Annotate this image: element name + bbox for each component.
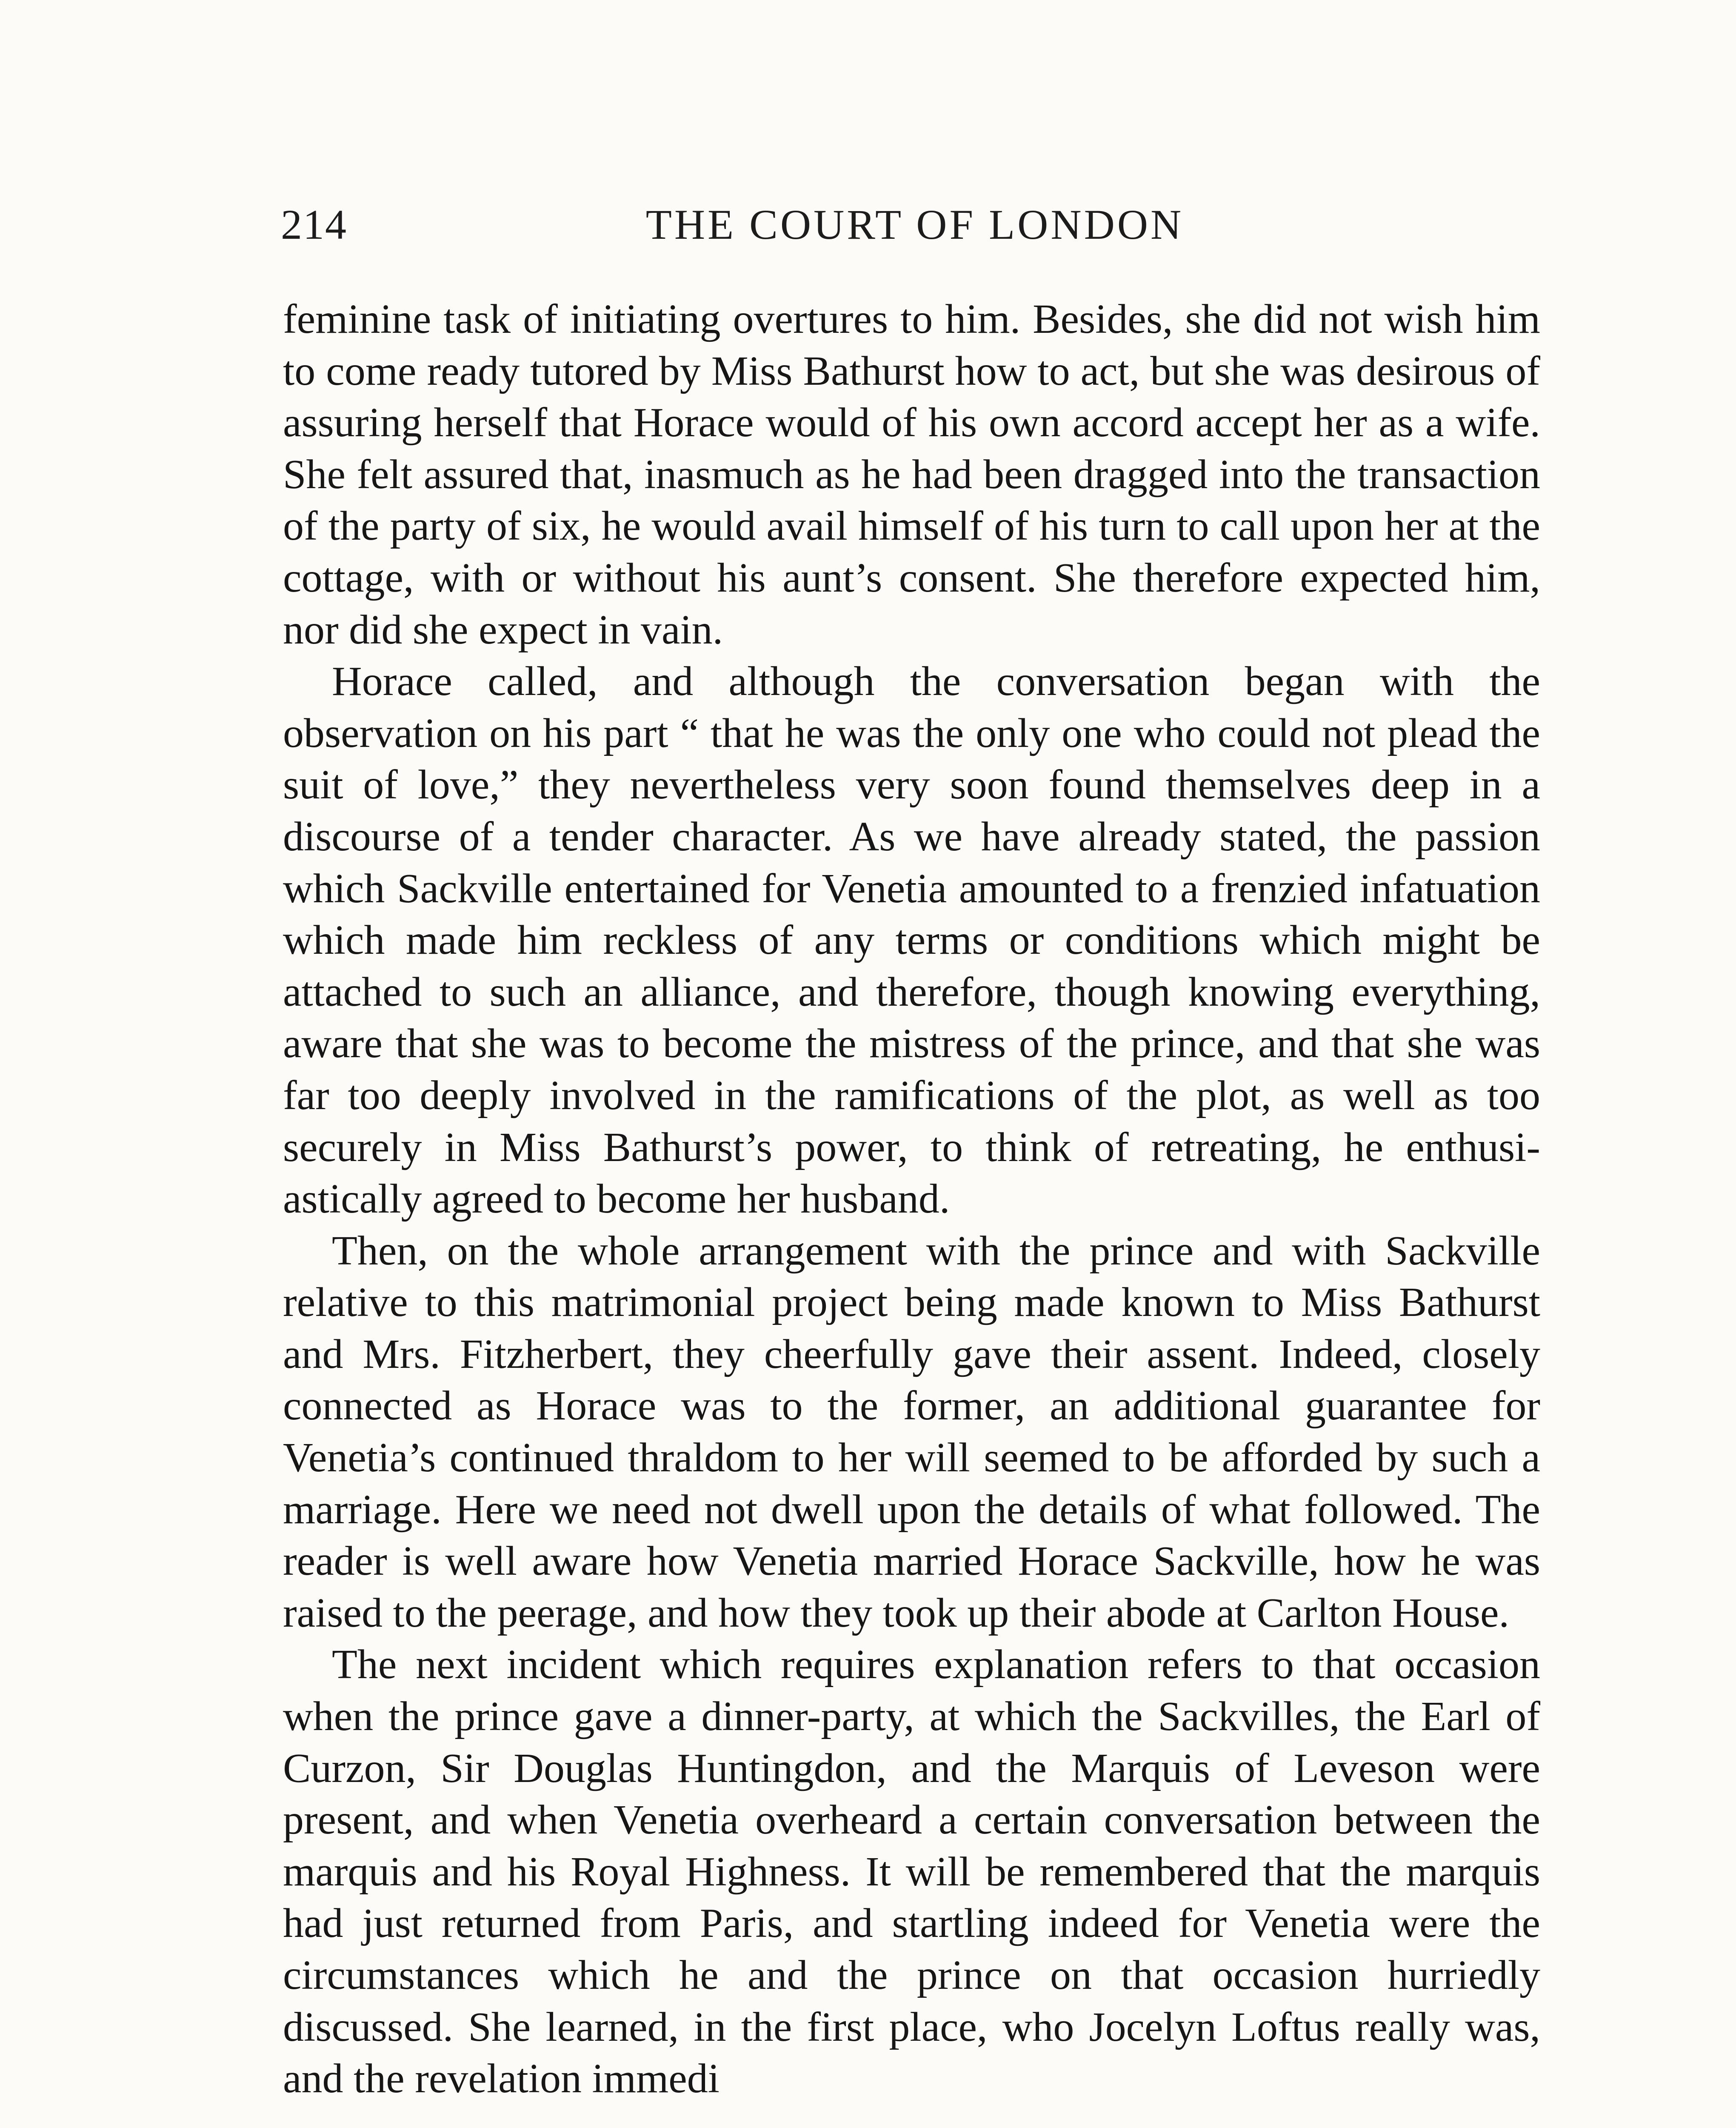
running-title: THE COURT OF LONDON: [645, 201, 1184, 248]
paragraph-horace-called: Horace called, and although the conversation began with the observation on his part “ that he was the only one who could not plead the suit of love,” they nevertheless very soon found themselves deep in a discourse of a tender character. As we have already stated, the passion which Sackville entertained for Venetia amounted to a frenzied infatuation which made him reckless of any terms or conditions which might be attached to such an alliance, and therefore, though knowing everything, aware that she was to become the mistress of the prince, and that she was far too deeply involved in the ramifications of the plot, as well as too securely in Miss Bathurst’s power, to think of retreating, he enthusiastically agreed to become her husband.: [283, 658, 1540, 1222]
paragraph-continuation: feminine task of initiating overtures to him. Besides, she did not wish him to come ready tutored by Miss Bathurst how to act, but she was desirous of assuring herself that Horace would of his own accord accept her as a wife. She felt assured that, inasmuch as he had been dragged into the transaction of the party of six, he would avail himself of his turn to call upon her at the cottage, with or without his aunt’s consent. She therefore expected him, nor did she expect in vain.: [283, 296, 1540, 653]
paragraph-next-incident: The next incident which requires explanation refers to that occasion when the prince gave a dinner-party, at which the Sackvilles, the Earl of Curzon, Sir Douglas Huntingdon, and the Marquis of Leveson were present, and when Venetia overheard a certain conversation between the marquis and his Royal Highness. It will be remembered that the marquis had just returned from Paris, and startling indeed for Venetia were the circumstances which he and the prince on that occasion hurriedly discussed. She learned, in the first place, who Jocelyn Loftus really was, and the revelation immedi: [283, 1642, 1540, 2102]
page-number: 214: [281, 201, 347, 248]
paragraph-arrangement: Then, on the whole arrangement with the prince and with Sackville relative to this matrimonial project being made known to Miss Bathurst and Mrs. Fitzherbert, they cheerfully gave their assent. Indeed, closely connected as Horace was to the former, an additional guarantee for Venetia’s continued thraldom to her will seemed to be afforded by such a marriage. Here we need not dwell upon the details of what followed. The reader is well aware how Venetia married Horace Sackville, how he was raised to the peerage, and how they took up their abode at Carlton House.: [283, 1227, 1540, 1636]
body-text: [283, 294, 1540, 2105]
page-header: [281, 200, 1549, 255]
